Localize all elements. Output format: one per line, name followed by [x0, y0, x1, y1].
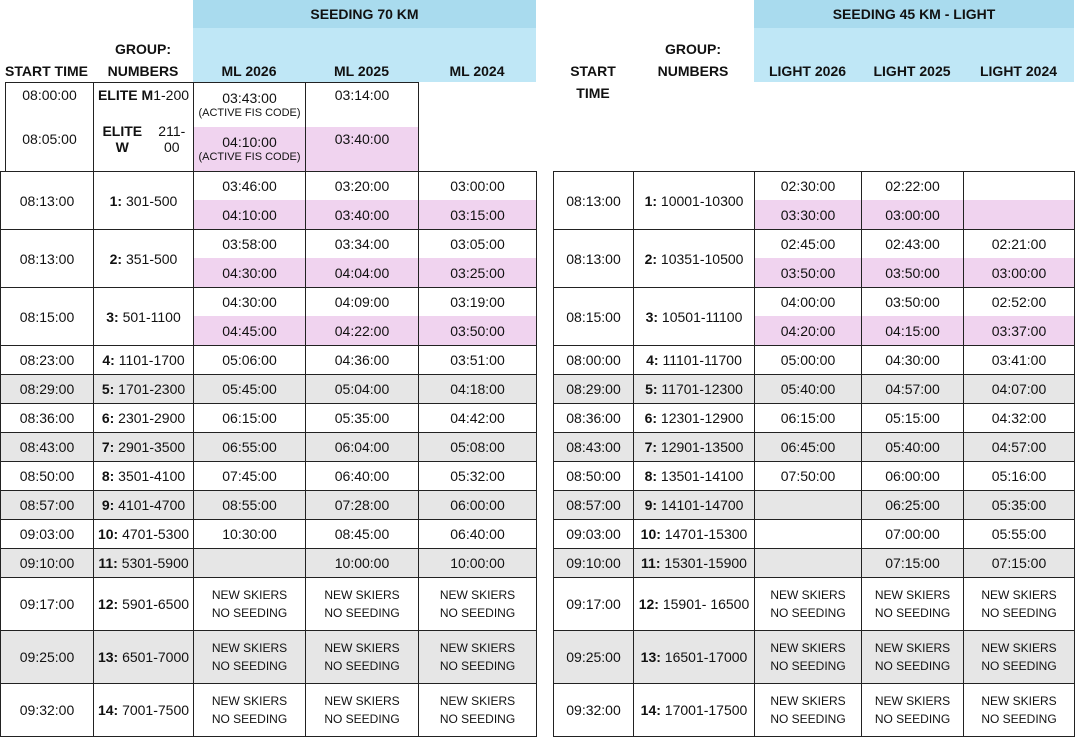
left-hdr-numbers: NUMBERS: [107, 63, 179, 79]
time-cell: 10:00:00: [306, 549, 419, 578]
start-time: 08:13:00: [1, 172, 94, 230]
elite-m-time: 08:00:00: [22, 86, 77, 103]
new-skiers-line1: NEW SKIERS: [324, 641, 400, 655]
table-row: [554, 549, 1075, 578]
new-skiers-row: [1, 684, 537, 737]
new-skiers-cell: [419, 631, 537, 684]
elite-m-2025: 03:14:00: [334, 87, 390, 103]
time-cell: [755, 230, 862, 288]
time-primary: 04:00:00: [780, 294, 836, 310]
left-hdr-group: GROUP:: [115, 41, 171, 57]
time-cell: 06:15:00: [194, 404, 306, 433]
start-time: 09:25:00: [554, 631, 634, 684]
table-row: [1, 491, 537, 520]
time-cell: [964, 288, 1075, 346]
time-secondary: 03:25:00: [419, 258, 536, 287]
start-time: 09:25:00: [1, 631, 94, 684]
time-cell: 08:55:00: [194, 491, 306, 520]
time-primary: 02:43:00: [885, 236, 940, 252]
time-primary: [964, 172, 1074, 200]
new-skiers-cell: [194, 578, 306, 631]
time-secondary: 03:50:00: [862, 258, 963, 287]
table-row: [554, 491, 1075, 520]
elite-w-2026: 04:10:00 (ACTIVE FIS CODE): [194, 127, 305, 171]
time-cell: 04:57:00: [964, 433, 1075, 462]
start-time: 08:29:00: [1, 375, 94, 404]
new-skiers-line1: NEW SKIERS: [770, 588, 846, 602]
new-skiers-line2: NO SEEDING: [324, 659, 400, 673]
time-primary: 02:52:00: [991, 294, 1047, 310]
time-cell: 05:06:00: [194, 346, 306, 375]
time-secondary: 04:30:00: [194, 258, 305, 287]
time-cell: [862, 230, 964, 288]
new-skiers-cell: [306, 631, 419, 684]
time-cell: 10:30:00: [194, 520, 306, 549]
time-cell: 04:36:00: [306, 346, 419, 375]
new-skiers-cell: [964, 578, 1075, 631]
right-hdr-numbers: NUMBERS: [657, 63, 729, 79]
time-cell: 06:04:00: [306, 433, 419, 462]
time-cell: [194, 172, 306, 230]
time-cell: 03:51:00: [419, 346, 537, 375]
time-cell: [755, 288, 862, 346]
split-row: [554, 288, 1075, 346]
new-skiers-cell: [862, 578, 964, 631]
time-primary: 04:09:00: [334, 294, 390, 310]
start-time: 09:03:00: [554, 520, 634, 549]
new-skiers-cell: [306, 578, 419, 631]
group-cell: 3: 501-1100: [94, 288, 194, 346]
split-row: [554, 172, 1075, 230]
new-skiers-line2: NO SEEDING: [874, 659, 951, 673]
table-row: [1, 346, 537, 375]
time-cell: 05:00:00: [755, 346, 862, 375]
time-cell: 07:45:00: [194, 462, 306, 491]
time-cell: 06:45:00: [755, 433, 862, 462]
new-skiers-line2: NO SEEDING: [770, 659, 846, 673]
start-time: 08:36:00: [1, 404, 94, 433]
time-cell: [755, 549, 862, 578]
time-cell: 10:00:00: [419, 549, 537, 578]
time-secondary: 03:00:00: [862, 200, 963, 229]
group-cell: 1: 301-500: [94, 172, 194, 230]
new-skiers-cell: [194, 631, 306, 684]
time-cell: [194, 549, 306, 578]
new-skiers-line2: NO SEEDING: [874, 712, 951, 726]
new-skiers-row: [554, 631, 1075, 684]
start-time: 09:32:00: [1, 684, 94, 737]
time-primary: 03:19:00: [450, 294, 505, 310]
group-cell: 5: 11701-12300: [634, 375, 755, 404]
group-cell: 13: 16501-17000: [634, 631, 755, 684]
new-skiers-line1: NEW SKIERS: [211, 694, 288, 708]
new-skiers-line1: NEW SKIERS: [211, 588, 288, 602]
group-cell: 8: 3501-4100: [94, 462, 194, 491]
new-skiers-line2: NO SEEDING: [211, 606, 288, 620]
time-primary: 03:34:00: [334, 236, 390, 252]
time-cell: 07:15:00: [964, 549, 1075, 578]
left-hdr-y1: ML 2026: [221, 63, 277, 79]
time-cell: [306, 230, 419, 288]
new-skiers-line1: NEW SKIERS: [981, 641, 1057, 655]
time-secondary: 04:04:00: [306, 258, 418, 287]
time-cell: 06:00:00: [419, 491, 537, 520]
group-cell: 2: 10351-10500: [634, 230, 755, 288]
start-time: 08:50:00: [554, 462, 634, 491]
time-secondary: 03:30:00: [755, 200, 861, 229]
right-hdr-y3: LIGHT 2024: [979, 63, 1058, 79]
right-hdr-start: START TIME: [570, 63, 616, 101]
time-cell: [964, 172, 1075, 230]
group-cell: 14: 7001-7500: [94, 684, 194, 737]
start-time: 08:00:00: [554, 346, 634, 375]
time-cell: [755, 172, 862, 230]
table-row: [1, 375, 537, 404]
elite-m-2026: 03:43:00 (ACTIVE FIS CODE): [198, 90, 301, 119]
group-cell: 10: 4701-5300: [94, 520, 194, 549]
new-skiers-cell: [419, 684, 537, 737]
new-skiers-row: [1, 631, 537, 684]
new-skiers-line2: NO SEEDING: [324, 606, 400, 620]
new-skiers-line2: NO SEEDING: [439, 712, 516, 726]
time-cell: 04:18:00: [419, 375, 537, 404]
right-main-table: [553, 171, 1075, 737]
new-skiers-cell: [964, 631, 1075, 684]
new-skiers-line1: NEW SKIERS: [439, 694, 516, 708]
group-cell: 6: 2301-2900: [94, 404, 194, 433]
group-cell: 12: 5901-6500: [94, 578, 194, 631]
time-cell: [306, 288, 419, 346]
start-time: 09:03:00: [1, 520, 94, 549]
time-cell: 05:45:00: [194, 375, 306, 404]
time-cell: 06:15:00: [755, 404, 862, 433]
new-skiers-cell: [964, 684, 1075, 737]
time-secondary: 03:50:00: [419, 316, 536, 345]
time-secondary: 03:37:00: [964, 316, 1074, 345]
right-hdr-y2: LIGHT 2025: [873, 63, 951, 79]
time-cell: 05:40:00: [755, 375, 862, 404]
table-row: [554, 404, 1075, 433]
time-cell: [306, 172, 419, 230]
elite-w-time: 08:05:00: [22, 130, 77, 147]
time-cell: 06:25:00: [862, 491, 964, 520]
time-cell: 06:40:00: [419, 520, 537, 549]
left-main-table: [0, 171, 537, 737]
group-cell: 2: 351-500: [94, 230, 194, 288]
left-panel: [0, 0, 536, 742]
time-primary: 02:21:00: [991, 236, 1047, 252]
new-skiers-cell: [862, 631, 964, 684]
table-row: [1, 433, 537, 462]
new-skiers-cell: [306, 684, 419, 737]
group-cell: 9: 4101-4700: [94, 491, 194, 520]
time-cell: 05:40:00: [862, 433, 964, 462]
right-hdr-y1: LIGHT 2026: [768, 63, 847, 79]
time-cell: 07:28:00: [306, 491, 419, 520]
start-time: 09:10:00: [1, 549, 94, 578]
start-time: 09:17:00: [554, 578, 634, 631]
time-cell: 03:41:00: [964, 346, 1075, 375]
time-cell: 05:04:00: [306, 375, 419, 404]
time-cell: [964, 230, 1075, 288]
split-row: [1, 230, 537, 288]
split-row: [1, 288, 537, 346]
start-time: 08:23:00: [1, 346, 94, 375]
time-primary: 02:22:00: [885, 178, 940, 194]
time-cell: 04:32:00: [964, 404, 1075, 433]
time-cell: 07:15:00: [862, 549, 964, 578]
time-cell: [419, 172, 537, 230]
table-row: [554, 433, 1075, 462]
new-skiers-line2: NO SEEDING: [874, 606, 951, 620]
start-time: 09:17:00: [1, 578, 94, 631]
start-time: 09:32:00: [554, 684, 634, 737]
new-skiers-line1: NEW SKIERS: [981, 588, 1057, 602]
start-time: 08:57:00: [554, 491, 634, 520]
new-skiers-line1: NEW SKIERS: [211, 641, 288, 655]
new-skiers-line2: NO SEEDING: [981, 606, 1057, 620]
new-skiers-line1: NEW SKIERS: [439, 641, 516, 655]
group-cell: 13: 6501-7000: [94, 631, 194, 684]
new-skiers-line2: NO SEEDING: [981, 712, 1057, 726]
time-cell: 04:30:00: [862, 346, 964, 375]
new-skiers-cell: [755, 631, 862, 684]
time-primary: 03:00:00: [450, 178, 505, 194]
start-time: 08:43:00: [554, 433, 634, 462]
new-skiers-line1: NEW SKIERS: [770, 694, 846, 708]
time-secondary: 04:20:00: [755, 316, 861, 345]
time-cell: [862, 288, 964, 346]
new-skiers-cell: [755, 578, 862, 631]
time-cell: 08:45:00: [306, 520, 419, 549]
time-secondary: 03:15:00: [419, 200, 536, 229]
new-skiers-cell: [862, 684, 964, 737]
new-skiers-line2: NO SEEDING: [770, 712, 846, 726]
start-time: 08:50:00: [1, 462, 94, 491]
new-skiers-line1: NEW SKIERS: [770, 641, 846, 655]
time-cell: 05:35:00: [306, 404, 419, 433]
start-time: 08:15:00: [554, 288, 634, 346]
new-skiers-line2: NO SEEDING: [770, 606, 846, 620]
group-cell: 7: 2901-3500: [94, 433, 194, 462]
time-secondary: 03:00:00: [964, 258, 1074, 287]
time-cell: 06:00:00: [862, 462, 964, 491]
group-cell: 7: 12901-13500: [634, 433, 755, 462]
group-cell: 11: 5301-5900: [94, 549, 194, 578]
new-skiers-row: [554, 684, 1075, 737]
left-elite-table: [5, 82, 419, 172]
time-cell: [419, 288, 537, 346]
new-skiers-line1: NEW SKIERS: [874, 694, 951, 708]
elite-w-group: ELITE W 211-00: [102, 122, 186, 155]
time-secondary: 03:40:00: [306, 200, 418, 229]
time-cell: 05:08:00: [419, 433, 537, 462]
start-time: 08:43:00: [1, 433, 94, 462]
table-row: [554, 520, 1075, 549]
group-cell: 8: 13501-14100: [634, 462, 755, 491]
time-cell: [419, 230, 537, 288]
time-primary: 03:50:00: [885, 294, 940, 310]
right-banner: SEEDING 45 KM - LIGHT: [754, 0, 1074, 28]
right-panel: [553, 0, 1074, 742]
start-time: 09:10:00: [554, 549, 634, 578]
new-skiers-line1: NEW SKIERS: [981, 694, 1057, 708]
time-cell: [194, 288, 306, 346]
time-cell: 04:07:00: [964, 375, 1075, 404]
time-secondary: 04:22:00: [306, 316, 418, 345]
time-secondary: 04:10:00: [194, 200, 305, 229]
left-banner: SEEDING 70 KM: [193, 0, 536, 28]
new-skiers-cell: [755, 684, 862, 737]
time-cell: 06:55:00: [194, 433, 306, 462]
right-hdr-group: GROUP:: [665, 41, 721, 57]
group-cell: 4: 1101-1700: [94, 346, 194, 375]
time-cell: 07:50:00: [755, 462, 862, 491]
group-cell: 12: 15901- 16500: [634, 578, 755, 631]
left-hdr-y3: ML 2024: [449, 63, 505, 79]
time-secondary: 03:50:00: [755, 258, 861, 287]
new-skiers-line1: NEW SKIERS: [439, 588, 516, 602]
time-secondary: 04:15:00: [862, 316, 963, 345]
new-skiers-row: [1, 578, 537, 631]
new-skiers-line2: NO SEEDING: [324, 712, 400, 726]
time-cell: [755, 491, 862, 520]
elite-w-2025: 03:40:00: [306, 127, 418, 171]
table-row: [1, 462, 537, 491]
time-cell: 06:40:00: [306, 462, 419, 491]
new-skiers-line2: NO SEEDING: [981, 659, 1057, 673]
time-cell: 05:15:00: [862, 404, 964, 433]
group-cell: 3: 10501-11100: [634, 288, 755, 346]
group-cell: 11: 15301-15900: [634, 549, 755, 578]
time-cell: 05:32:00: [419, 462, 537, 491]
time-cell: 07:00:00: [862, 520, 964, 549]
table-row: [554, 462, 1075, 491]
split-row: [554, 230, 1075, 288]
left-hdr-start: START TIME: [5, 63, 88, 79]
new-skiers-line2: NO SEEDING: [439, 606, 516, 620]
time-cell: 05:16:00: [964, 462, 1075, 491]
split-row: [1, 172, 537, 230]
time-cell: [862, 172, 964, 230]
new-skiers-line1: NEW SKIERS: [324, 694, 400, 708]
time-secondary: 04:45:00: [194, 316, 305, 345]
time-cell: 05:35:00: [964, 491, 1075, 520]
time-primary: 04:30:00: [222, 294, 277, 310]
group-cell: 6: 12301-12900: [634, 404, 755, 433]
group-cell: 14: 17001-17500: [634, 684, 755, 737]
time-primary: 03:46:00: [222, 178, 277, 194]
table-row: [1, 404, 537, 433]
new-skiers-line1: NEW SKIERS: [874, 588, 951, 602]
left-hdr-y2: ML 2025: [334, 63, 389, 79]
time-primary: 03:20:00: [334, 178, 390, 194]
group-cell: 1: 10001-10300: [634, 172, 755, 230]
time-cell: 05:55:00: [964, 520, 1075, 549]
start-time: 08:36:00: [554, 404, 634, 433]
new-skiers-line1: NEW SKIERS: [874, 641, 951, 655]
time-cell: [194, 230, 306, 288]
time-primary: 02:45:00: [780, 236, 836, 252]
start-time: 08:13:00: [554, 172, 634, 230]
start-time: 08:57:00: [1, 491, 94, 520]
start-time: 08:15:00: [1, 288, 94, 346]
time-cell: 04:42:00: [419, 404, 537, 433]
group-cell: 5: 1701-2300: [94, 375, 194, 404]
time-secondary: [964, 200, 1074, 229]
table-row: [1, 520, 537, 549]
new-skiers-line1: NEW SKIERS: [324, 588, 400, 602]
new-skiers-line2: NO SEEDING: [211, 659, 288, 673]
new-skiers-cell: [194, 684, 306, 737]
time-primary: 03:58:00: [222, 236, 277, 252]
elite-row: [6, 83, 419, 172]
start-time: 08:13:00: [554, 230, 634, 288]
table-row: [554, 346, 1075, 375]
group-cell: 4: 11101-11700: [634, 346, 755, 375]
new-skiers-cell: [419, 578, 537, 631]
start-time: 08:29:00: [554, 375, 634, 404]
group-cell: 9: 14101-14700: [634, 491, 755, 520]
time-cell: 04:57:00: [862, 375, 964, 404]
time-cell: [755, 520, 862, 549]
new-skiers-line2: NO SEEDING: [211, 712, 288, 726]
table-row: [1, 549, 537, 578]
time-primary: 03:05:00: [450, 236, 505, 252]
new-skiers-row: [554, 578, 1075, 631]
group-cell: 10: 14701-15300: [634, 520, 755, 549]
elite-m-group: ELITE M 1-200: [97, 86, 190, 103]
table-row: [554, 375, 1075, 404]
new-skiers-line2: NO SEEDING: [439, 659, 516, 673]
time-primary: 02:30:00: [780, 178, 836, 194]
start-time: 08:13:00: [1, 230, 94, 288]
